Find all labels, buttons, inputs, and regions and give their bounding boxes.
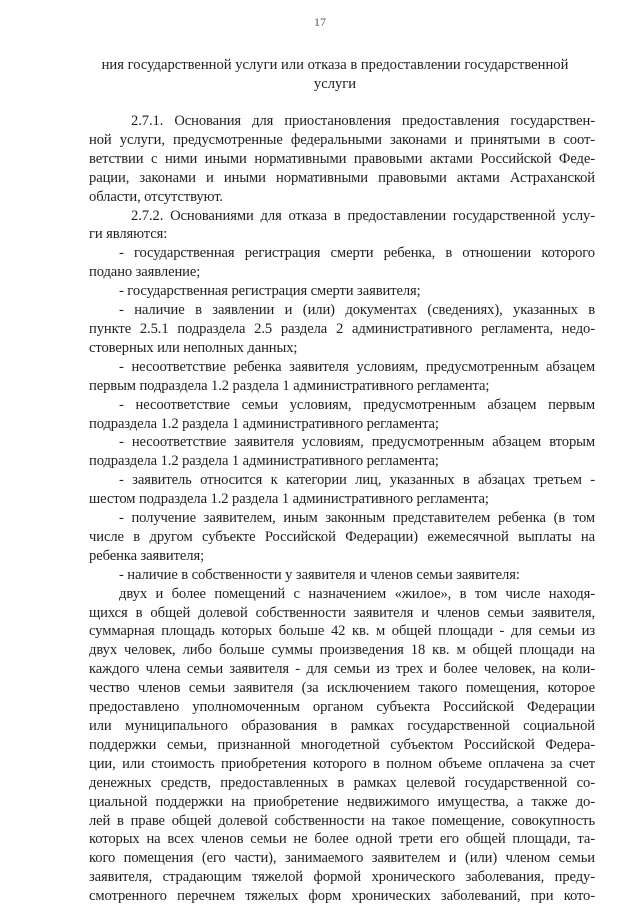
- text-line: 2.7.2. Основаниями для отказа в предоставлении государственной услу-: [131, 207, 595, 224]
- text-line: которых на всех членов семьи не более одной трети его общей площади, та-: [89, 831, 595, 848]
- text-line: каждого члена семьи заявителя - для семьи из трех и более человек, на коли-: [89, 661, 595, 678]
- text-line: ребенка заявителя;: [89, 547, 205, 564]
- text-line: - несоответствие заявителя условиям, предусмотренным абзацем вторым: [119, 434, 595, 451]
- text-line: или муниципального образования в рамках государственной социальной: [89, 718, 595, 734]
- text-line: шестом подраздела 1.2 раздела 1 административного регламента;: [89, 491, 489, 508]
- text-line: денежных средств, предоставленных в рамках целевой государственной со-: [89, 774, 595, 791]
- text-line: чество членов семьи заявителя (за исключением такого помещения, которое: [89, 680, 595, 697]
- text-line: ной услуги, предусмотренные федеральными законами и принятыми в соот-: [89, 131, 595, 148]
- text-line: - наличие в собственности у заявителя и членов семьи заявителя:: [119, 566, 520, 583]
- text-line: 2.7.1. Основания для приостановления предоставления государствен-: [131, 113, 595, 129]
- page-number: 17: [314, 15, 326, 29]
- text-line: - государственная регистрация смерти ребенка, в отношении которого: [119, 245, 595, 262]
- text-line: смотренного перечнем тяжелых форм хронических заболеваний, при кото-: [89, 888, 595, 905]
- heading-line-2: услуги: [313, 76, 357, 92]
- text-line: - получение заявителем, иным законным представителем ребенка (в том: [119, 510, 595, 527]
- text-line: ветствии с ними иными нормативными правовыми актами Российской Феде-: [89, 150, 595, 167]
- text-line: первым подраздела 1.2 раздела 1 административного регламента;: [89, 377, 490, 394]
- text-line: числе в другом субъекте Российской Федерации) ежемесячной выплаты на: [89, 528, 595, 545]
- text-line: - государственная регистрация смерти заявителя;: [119, 283, 421, 300]
- text-line: - несоответствие ребенка заявителя условиям, предусмотренным абзацем: [119, 358, 595, 375]
- text-line: циальной поддержки на приобретение недвижимого имущества, а также до-: [89, 793, 595, 810]
- text-line: предоставлено уполномоченным органом субъекта Российской Федерации: [89, 699, 595, 716]
- text-line: пункте 2.5.1 подраздела 2.5 раздела 2 административного регламента, недо-: [89, 320, 595, 337]
- text-line: двух и более помещений с назначением «жилое», в том числе находя-: [119, 585, 595, 602]
- text-line: - заявитель относится к категории лиц, указанных в абзацах третьем -: [119, 472, 595, 489]
- text-line: поддержки семьи, признанной многодетной субъектом Российской Федера-: [89, 736, 595, 753]
- text-line: подано заявление;: [89, 264, 201, 281]
- text-line: рации, законами и иными нормативными правовыми актами Астраханской: [89, 169, 595, 186]
- text-line: ции, или стоимость приобретения которого в полном объеме оплачена за счет: [89, 755, 595, 772]
- text-line: суммарная площадь которых больше 42 кв. м общей площади - для семьи из: [89, 623, 595, 640]
- text-line: двух человек, либо больше суммы произведения 18 кв. м общей площади на: [89, 642, 595, 659]
- text-line: - наличие в заявлении и (или) документах (сведениях), указанных в: [119, 302, 595, 319]
- text-line: ги являются:: [89, 226, 168, 243]
- text-line: лей в праве общей долевой собственности на такое помещение, совокупность: [89, 812, 595, 829]
- text-line: - несоответствие семьи условиям, предусмотренным абзацем первым: [119, 396, 595, 413]
- heading-line-1: ния государственной услуги или отказа в предоставлении государственной: [101, 57, 569, 73]
- text-line: щихся в общей долевой собственности заявителя и членов семьи заявителя,: [89, 604, 595, 621]
- section-heading: [80, 56, 590, 94]
- text-line: области, отсутствуют.: [89, 188, 223, 205]
- text-line: кого помещения (его части), занимаемого заявителем и (или) членом семьи: [89, 850, 595, 867]
- text-line: стоверных или неполных данных;: [89, 339, 298, 356]
- body-text: [89, 112, 595, 906]
- text-line: подраздела 1.2 раздела 1 административного регламента;: [89, 453, 439, 470]
- text-line: заявителя, страдающим тяжелой формой хронического заболевания, преду-: [89, 869, 595, 886]
- text-line: подраздела 1.2 раздела 1 административного регламента;: [89, 415, 439, 432]
